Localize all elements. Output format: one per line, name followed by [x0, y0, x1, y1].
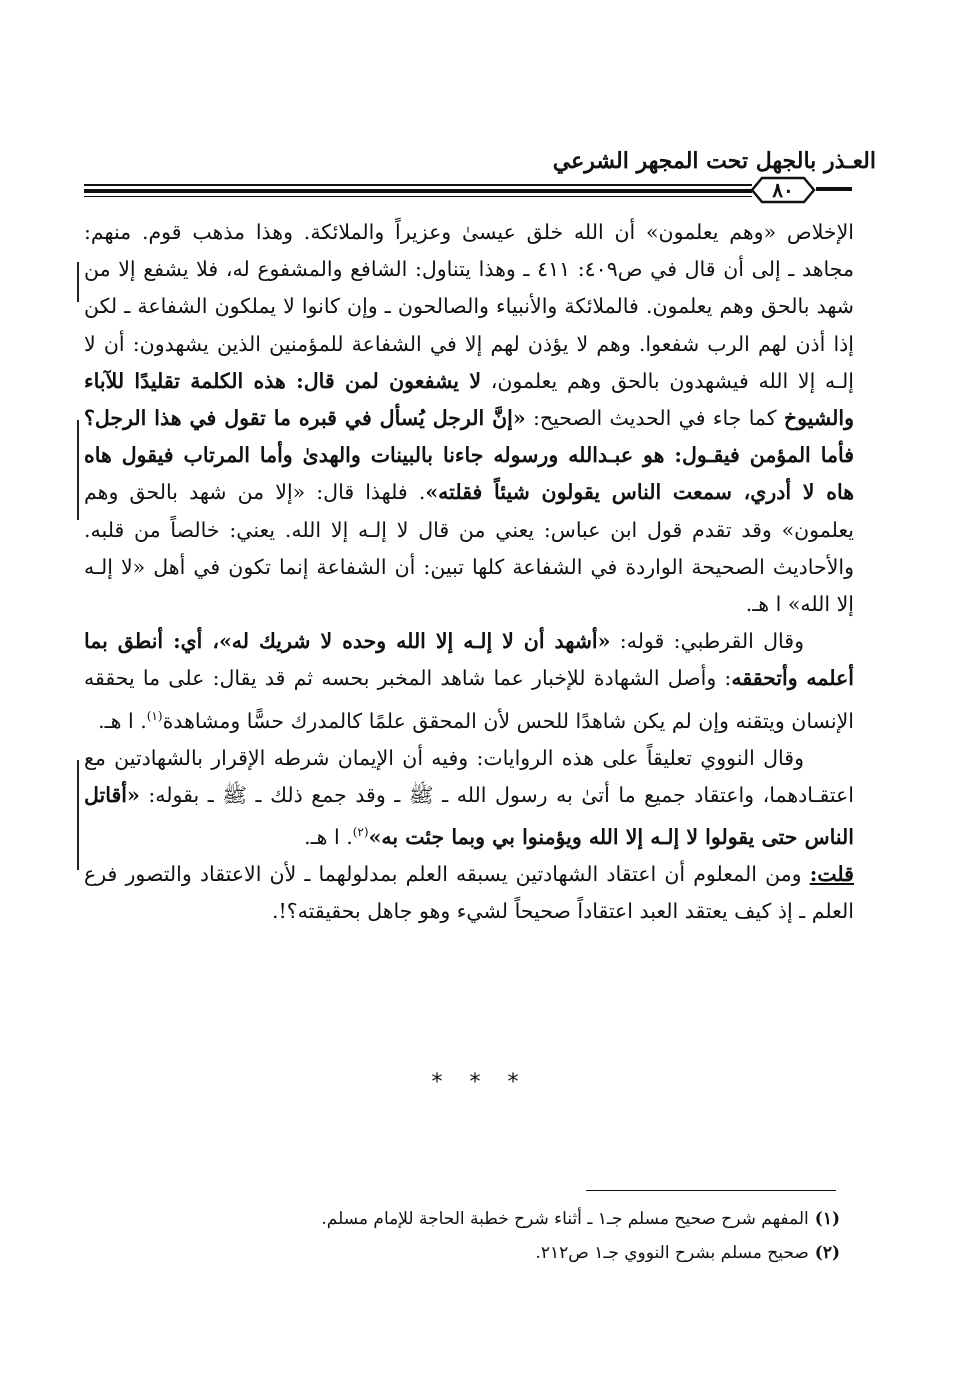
- paragraph-4: [84, 856, 854, 930]
- margin-line: [77, 420, 79, 520]
- text-run: الإخلاص «وهم يعلمون» أن الله خلق عيسىٰ وعزيراً والملائكة. وهذا مذهب قوم. منهم: مجاهد ـ إلى أن قال في ص٤٠٩: ٤١١ ـ وهذا يتناول: الشافع والمشفوع له، فلا يشفع إلا من شهد بالحق وهم يعلمون. فالملائكة والأنبياء والصالحون ـ وإن كانوا لا يملكون الشفاعة ـ لكن إذا أذن لهم الرب شفعوا. وهم لا يؤذن لهم إلا في الشفاعة للمؤمنين الذين يشهدون: أن لا إلـه إلا الله فيشهدون بالحق وهم يعلمون،: [84, 220, 854, 393]
- text-run: ومن المعلوم أن اعتقاد الشهادتين يسبقه العلم بمدلولهما ـ لأن الاعتقاد والتصور فرع العلم ـ إذ كيف يعتقد العبد اعتقاداً صحيحاً لشيء وهو جاهل بحقيقته؟!.: [84, 862, 854, 924]
- footnote-number: (١): [814, 1209, 840, 1229]
- footnote-ref[interactable]: (١): [146, 708, 163, 723]
- margin-line: [77, 262, 79, 302]
- paragraph-2: [84, 623, 854, 739]
- footnote-rule: [586, 1190, 836, 1191]
- text-run: . ا هـ.: [98, 708, 147, 733]
- footnote-1: [200, 1202, 840, 1236]
- margin-line: [77, 760, 79, 870]
- section-separator: * * *: [431, 1070, 529, 1095]
- text-run: . فلهذا قال: «إلا من شهد بالحق وهم يعلمون» وقد تقدم قول ابن عباس: يعني من قال لا إلـه إلا الله. يعني: خالصاً من قلبه. والأحاديث الصحيحة الواردة في الشفاعة كلها تبين: أن الشفاعة إنما تكون في أهل «لا إلـه إلا الله» ا هـ.: [84, 480, 854, 617]
- qult-label: قلت:: [809, 862, 854, 887]
- header-ornament-dash: [816, 187, 852, 191]
- footnote-2: [200, 1236, 840, 1270]
- hadith-quote: «إنَّ الرجل يُسأل في قبره ما تقول في هذا الرجل؟ فأما المؤمن فيقـول: هو عبـدالله ورسوله جاءنا بالبينات والهدىٰ وأما المرتاب فيقول هاه هاه لا أدري، سمعت الناس يقولون شيئاً فقلته»: [84, 406, 854, 505]
- page-number-frame: [748, 172, 818, 208]
- bold-run: لا يشفعون لمن قال: هذه الكلمة تقليدًا للآباء والشيوخ: [84, 368, 854, 431]
- footnote-ref[interactable]: (٢): [352, 825, 369, 840]
- paragraph-3: [84, 740, 854, 856]
- text-run: وقال القرطبي: قوله:: [610, 629, 804, 654]
- footnote-text: صحيح مسلم بشرح النووي جـ١ ص٢١٢.: [535, 1243, 809, 1263]
- main-text: [84, 214, 854, 931]
- hadith-quote: «أقاتل الناس حتى يقولوا لا إلـه إلا الله ويؤمنوا بي وبما جئت به»: [84, 782, 854, 849]
- bold-run: «أشهد أن لا إلـه إلا الله وحده لا شريك له»، أي: أنطق بما أعلمه وأتحققه: [84, 629, 854, 691]
- paragraph-1: [84, 214, 854, 623]
- footnotes: [200, 1202, 840, 1270]
- text-run: . ا هـ.: [304, 824, 353, 849]
- running-title: العـذر بالجهل تحت المجهر الشرعي: [552, 148, 876, 174]
- text-run: : وأصل الشهادة للإخبار عما شاهد المخبر بحسه ثم قد يقال: على ما يحققه الإنسان ويتقنه وإن لم يكن شاهدًا للحس لأن المحقق علمًا كالمدرك حسًّا ومشاهدة: [84, 666, 854, 733]
- page-number: ٨٠: [772, 178, 794, 202]
- footnote-text: المفهم شرح صحيح مسلم جـ١ ـ أثناء شرح خطبة الحاجة للإمام مسلم.: [321, 1209, 809, 1229]
- footnote-number: (٢): [814, 1243, 840, 1263]
- text-run: وقال النووي تعليقاً على هذه الروايات: وفيه أن الإيمان شرطه الإقرار بالشهادتين مع اعتقـادهما، واعتقاد جميع ما أتىٰ به رسول الله ـ ﷺ ـ وقد جمع ذلك ـ ﷺ ـ بقوله:: [84, 745, 854, 807]
- text-run: كما جاء في الحديث الصحيح:: [525, 406, 784, 431]
